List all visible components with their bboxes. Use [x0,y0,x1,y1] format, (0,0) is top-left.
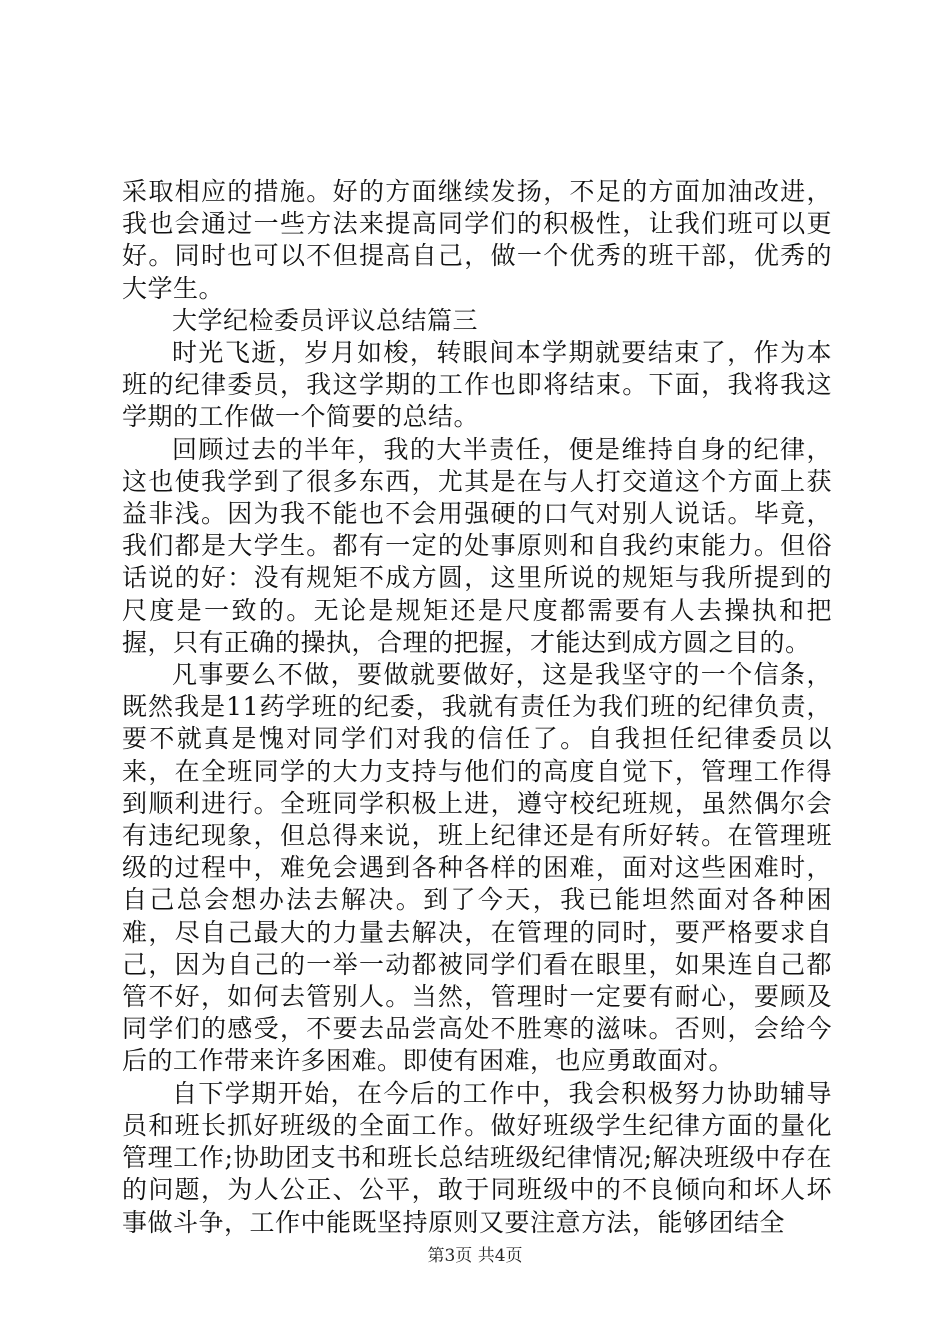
paragraph-continuation: 采取相应的措施。好的方面继续发扬，不足的方面加油改进，我也会通过一些方法来提高同学们的积极性，让我们班可以更好。同时也可以不但提高自己，做一个优秀的班干部，优秀的大学生。 [122,177,832,303]
paragraph-review: 回顾过去的半年，我的大半责任，便是维持自身的纪律，这也使我学到了很多东西，尤其是在与人打交道这个方面上获益非浅。因为我不能也不会用强硬的口气对别人说话。毕竟，我们都是大学生。都有一定的处事原则和自我约束能力。但俗话说的好：没有规矩不成方圆，这里所说的规矩与我所提到的尺度是一致的。无论是规矩还是尺度都需要有人去操执和把握，只有正确的操执，合理的把握，才能达到成方圆之目的。 [122,434,832,657]
section-heading: 大学纪检委员评议总结篇三 [172,305,479,335]
paragraph-intro: 时光飞逝，岁月如梭，转眼间本学期就要结束了，作为本班的纪律委员，我这学期的工作也即将结束。下面，我将我这学期的工作做一个简要的总结。 [122,338,832,432]
paragraph-plan: 自下学期开始，在今后的工作中，我会积极努力协助辅导员和班长抓好班级的全面工作。做好班级学生纪律方面的量化管理工作;协助团支书和班长总结班级纪律情况;解决班级中存在的问题，为人公正、公平，敢于同班级中的不良倾向和坏人坏事做斗争，工作中能既坚持原则又要注意方法，能够团结全 [122,1078,832,1237]
page-number-footer: 第3页 共4页 [427,1246,523,1266]
paragraph-principles: 凡事要么不做，要做就要做好，这是我坚守的一个信条，既然我是11药学班的纪委，我就有责任为我们班的纪律负责，要不就真是愧对同学们对我的信任了。自我担任纪律委员以来，在全班同学的大力支持与他们的高度自觉下，管理工作得到顺利进行。全班同学积极上进，遵守校纪班规，虽然偶尔会有违纪现象，但总得来说，班上纪律还是有所好转。在管理班级的过程中，难免会遇到各种各样的困难，面对这些困难时，自己总会想办法去解决。到了今天，我已能坦然面对各种困难，尽自己最大的力量去解决，在管理的同时，要严格要求自己，因为自己的一举一动都被同学们看在眼里，如果连自己都管不好，如何去管别人。当然，管理时一定要有耐心，要顾及同学们的感受，不要去品尝高处不胜寒的滋味。否则，会给今后的工作带来许多困难。即使有困难，也应勇敢面对。 [122,660,832,1076]
document-body [122,176,832,1239]
